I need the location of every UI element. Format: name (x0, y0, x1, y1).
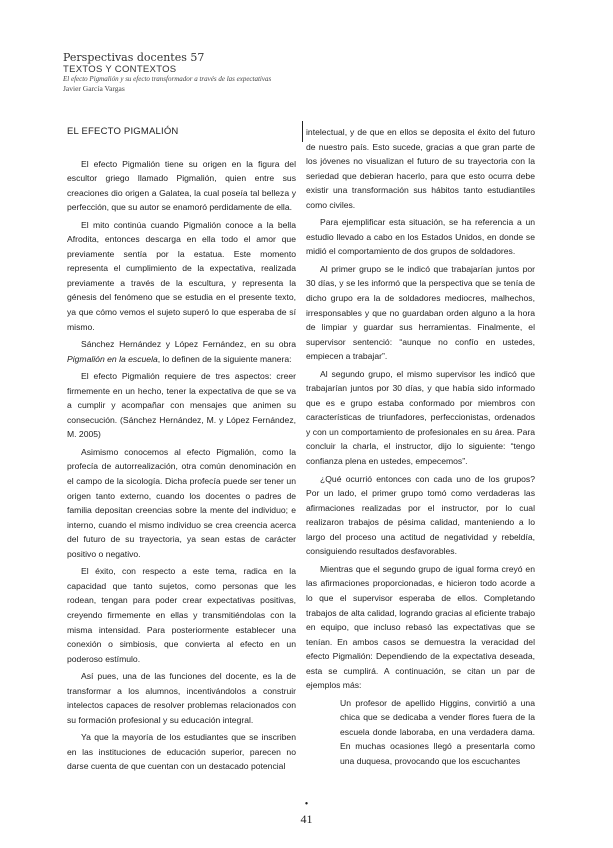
paragraph: Al primer grupo se le indicó que trabajarían juntos por 30 días, y se les informó que la perspectiva que se tenía de dicho grupo era la de soldadores mediocres, malhechos, irresponsables y que no guardaban orden alguno a la hora de limpiar y guardar sus herramientas. Finalmente, el supervisor sentenció: “aunque no confío en ustedes, empiecen a trabajar”. (306, 263, 535, 362)
paragraph: El efecto Pigmalión tiene su origen en la figura del escultor griego llamado Pigmalión, quien entre sus creaciones dio origen a Galatea, la cual poseía tal belleza y perfección, que su autor se enamoró perdidamente de ella. (67, 158, 296, 213)
paragraph: El éxito, con respecto a este tema, radica en la capacidad que tanto sujetos, como personas que les rodean, tengan para poder crear expectativas positivas, creyendo firmemente en ellas y transmitiéndolas con la misma intensidad. Para posteriormente establecer una conexión o simbiosis, que convierta al efecto en un poderoso estímulo. (67, 566, 296, 664)
footer-bullet: • (304, 799, 309, 810)
left-column (67, 125, 296, 777)
paragraph: ¿Qué ocurrió entonces con cada uno de los grupos? Por un lado, el primer grupo tomó como verdaderas las afirmaciones realizadas por el instructor, por lo cual realizaron trabajos de pésima calidad, manteniendo a lo largo del proceso una actitud de negatividad y rebeldía, consiguiendo resultados desfavorables. (306, 473, 535, 557)
journal-title: Perspectivas docentes 57 (63, 51, 205, 64)
paragraph: Al segundo grupo, el mismo supervisor les indicó que trabajarían juntos por 30 días, y que había sido informado que es e grupo estaba conformado por miembros con características de triunfadores, perfeccionistas, ordenados y con un comportamiento de profesionales en su área. Para concluir la charla, el instructor, dijo lo siguiente: “tengo confianza plena en ustedes, empecemos”. (306, 368, 535, 467)
paragraph: El mito continúa cuando Pigmalión conoce a la bella Afrodita, entonces descarga en ella todo el amor que previamente sentía por la estatua. Este momento representa el cumplimiento de la expectativa, realizada previamente a través de la escultura, y representa la génesis del fenómeno que se estudia en el presente texto, ya que cómo vemos el sujeto superó lo que esperaba de sí mismo. (67, 219, 296, 332)
section-label: TEXTOS Y CONTEXTOS (63, 64, 177, 75)
article-description: El efecto Pigmalión y su efecto transformador a través de las expectativas (63, 75, 272, 83)
paragraph: Mientras que el segundo grupo de igual forma creyó en las afirmaciones proporcionadas, e hicieron todo acorde a lo que el supervisor esperaba de ellos. Completando trabajos de alta calidad, logrando gracias al eficiente trabajo en equipo, que incluso rebasó las expectativas que se tenían. En ambos casos se demuestra la veracidad del efecto Pigmalión: Dependiendo de la expectativa deseada, esta se cumplirá. A continuación, se citan un par de ejemplos más: (306, 563, 535, 691)
paragraph: El efecto Pigmalión requiere de tres aspectos: creer firmemente en un hecho, tener la expectativa de que se va a cumplir y acompañar con mensajes que animen su consecución. (Sánchez Hernández, M. y López Fernández, M. 2005) (67, 371, 296, 440)
paragraph (67, 337, 296, 366)
section-heading: EL EFECTO PIGMALIÓN (67, 126, 179, 137)
paragraph: Ya que la mayoría de los estudiantes que se inscriben en las instituciones de educación superior, parecen no darse cuenta de que cuentan con un destacado potencial (67, 732, 296, 772)
paragraph: intelectual, y de que en ellos se deposita el éxito del futuro de nuestro país. Esto sucede, gracias a que gran parte de los jóvenes no visualizan el futuro de su trayectoria con la seriedad que debieran hacerlo, para que esto ocurra debe existir una transformación sus hábitos tanto estudiantiles como civiles. (306, 127, 535, 210)
paragraph: Así pues, una de las funciones del docente, es la de transformar a los alumnos, incentivándolos a construir intelectos capaces de resolver problemas relacionados con su formación profesional y su educación integral. (67, 671, 296, 725)
paragraph-text: Sánchez Hernández y López Fernández, en su obra (81, 339, 296, 350)
paragraph: Para ejemplificar esta situación, se ha referencia a un estudio llevado a cabo en los Estados Unidos, en donde se midió el comportamiento de dos grupos de soldadores. (306, 217, 535, 257)
paragraph-text: , lo definen de la siguiente manera: (157, 353, 292, 364)
right-column (306, 125, 535, 772)
page-number: 41 (300, 812, 313, 826)
block-quote: Un profesor de apellido Higgins, convirtió a una chica que se dedicaba a vender flores fuera de la escuela donde laboraba, en una verdadera dama. En muchas ocasiones llegó a presentarla como una duquesa, provocando que los escuchantes (340, 697, 535, 766)
page-header (63, 52, 543, 93)
author-name: Javier García Vargas (63, 84, 125, 93)
paragraph: Asimismo conocemos al efecto Pigmalión, como la profecía de autorrealización, otra común denominación en el campo de la sicología. Dicha profecía puede ser tener un origen tanto externo, cuando los docentes o padres de familia depositan creencias sobre la mente del individuo; e interno, cuando el mismo individuo se crea creencia acerca del futuro de su trayectoria, ya sean estas de carácter positivo o negativo. (67, 446, 296, 559)
column-divider (302, 121, 303, 142)
book-title: Pigmalión en la escuela (67, 353, 158, 364)
